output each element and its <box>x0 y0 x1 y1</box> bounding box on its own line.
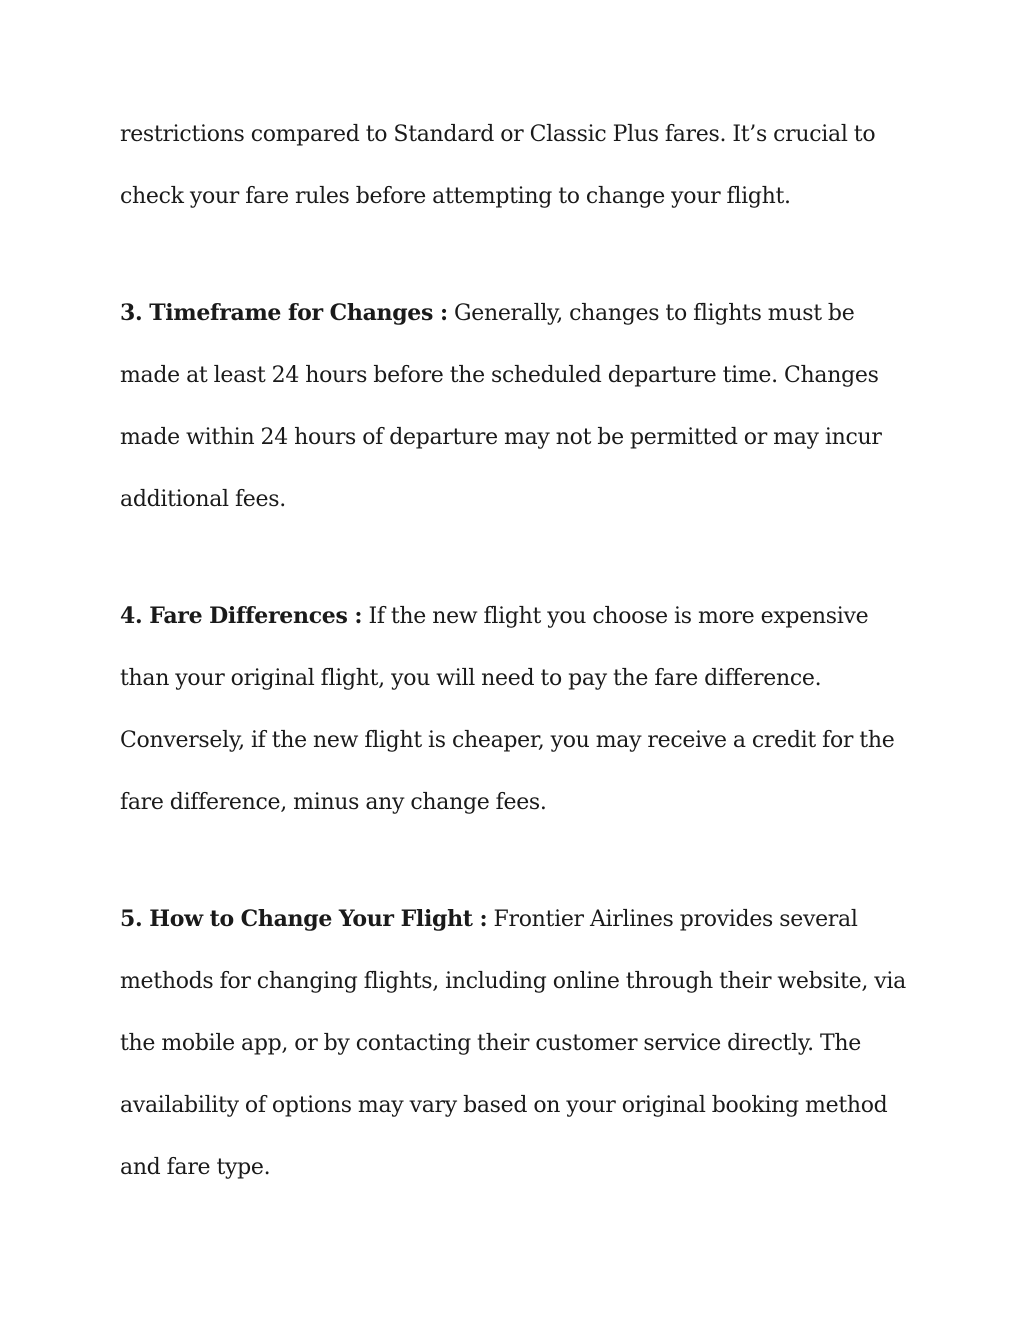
paragraph-how-to-change-flight <box>120 888 910 1199</box>
document-page <box>120 104 910 1199</box>
paragraph-body: Generally, changes to flights must be made at least 24 hours before the scheduled departure time. Changes made within 24 hours of departure may not be permitted or may incur additional fees. <box>120 301 882 512</box>
paragraph-fare-differences <box>120 585 910 834</box>
paragraph-body: Frontier Airlines provides several methods for changing flights, including online through their website, via the mobile app, or by contacting their customer service directly. The availability of options may vary based on your original booking method and fare type. <box>120 907 906 1180</box>
section-heading: 3. Timeframe for Changes : <box>120 300 448 326</box>
paragraph-body: restrictions compared to Standard or Classic Plus fares. It’s crucial to check your fare rules before attempting to change your flight. <box>120 122 876 209</box>
paragraph-timeframe-for-changes <box>120 282 910 531</box>
paragraph-fare-restrictions <box>120 104 910 228</box>
section-heading: 4. Fare Differences : <box>120 603 363 629</box>
section-heading: 5. How to Change Your Flight : <box>120 906 488 932</box>
paragraph-body: If the new flight you choose is more expensive than your original flight, you will need to pay the fare difference. Conversely, if the new flight is cheaper, you may receive a credit for the fare difference, minus any change fees. <box>120 604 895 815</box>
